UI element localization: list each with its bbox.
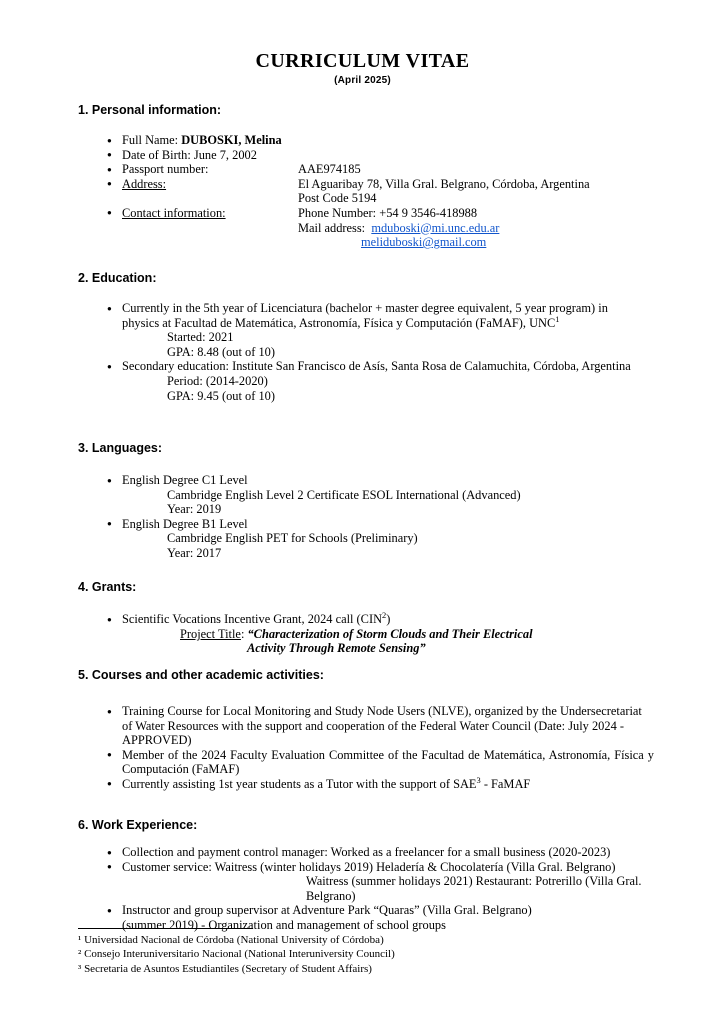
work-experience-list xyxy=(78,845,656,933)
courses-list-container xyxy=(78,704,654,792)
project-title-row xyxy=(122,627,648,642)
grants-list xyxy=(78,609,648,656)
list-item-english-c1 xyxy=(78,473,648,517)
contact-information-label: Contact information: xyxy=(122,205,226,220)
list-item-passport xyxy=(78,162,678,177)
date-of-birth-text: Date of Birth: June 7, 2002 xyxy=(122,147,257,162)
list-item-contact-information xyxy=(78,206,678,250)
secondary-gpa: GPA: 9.45 (out of 10) xyxy=(167,388,275,403)
passport-value: AAE974185 xyxy=(298,162,361,177)
list-item-address xyxy=(78,177,678,206)
section-personal-information xyxy=(78,103,221,117)
footnote-1-text: Universidad Nacional de Córdoba (National University of Córdoba) xyxy=(81,934,384,946)
customer-service-line-2: Waitress (summer holidays 2021) Restaurant: Potrerillo (Villa Gral. Belgrano) xyxy=(306,874,642,903)
collection-manager-text: Collection and payment control manager: Worked as a freelancer for a small business (2020-2023) xyxy=(122,845,611,859)
mail-address-row-secondary xyxy=(298,235,678,250)
full-name-label: Full Name: xyxy=(122,133,182,147)
grant-name-text: Scientific Vocations Incentive Grant, 2024 call (CIN xyxy=(122,612,383,626)
languages-list xyxy=(78,473,648,561)
mail-address-label: Mail address: xyxy=(298,220,366,235)
instructor-line-1: Instructor and group supervisor at Adventure Park “Quaras” (Villa Gral. Belgrano) xyxy=(122,903,532,918)
list-item-training-course xyxy=(78,704,654,748)
training-course-text: Training Course for Local Monitoring and Study Node Users (NLVE), organized by the Undersecretariat of Water Resources with the support and cooperation of the Federal Water Council (Date: July 2024 - APPROVED) xyxy=(122,704,642,748)
footnote-3 xyxy=(78,962,638,976)
english-b1-title: English Degree B1 Level xyxy=(122,516,248,531)
list-item-tutor xyxy=(78,774,654,792)
address-line-1: El Aguaribay 78, Villa Gral. Belgrano, Córdoba, Argentina xyxy=(298,176,590,191)
page-subtitle-date: (April 2025) xyxy=(334,75,391,86)
english-b1-year: Year: 2017 xyxy=(167,545,222,560)
mail-address-row xyxy=(298,221,678,236)
languages-list-container xyxy=(78,473,648,561)
footnote-2-marker: ² xyxy=(78,948,82,961)
personal-information-list-container xyxy=(78,133,678,250)
education-list xyxy=(78,301,648,403)
footnote-separator xyxy=(78,928,253,929)
email-link-university[interactable]: mduboski@mi.unc.edu.ar xyxy=(371,220,500,235)
work-experience-list-container xyxy=(78,845,656,933)
section-courses xyxy=(78,668,324,682)
footnote-2-text: Consejo Interuniversitario Nacional (National Interuniversity Council) xyxy=(81,948,395,961)
footnote-1-marker: ¹ xyxy=(78,934,82,946)
project-title-line-1: “Characterization of Storm Clouds and Their Electrical xyxy=(247,626,533,641)
instructor-line-2: (summer 2019) - Organization and management of school groups xyxy=(122,917,446,932)
footnote-2 xyxy=(78,947,638,961)
education-list-container xyxy=(78,301,648,403)
english-c1-year: Year: 2019 xyxy=(167,502,222,517)
list-item-secondary-education xyxy=(78,359,648,403)
footnote-3-marker: ³ xyxy=(78,962,82,975)
grant-name-close-paren: ) xyxy=(386,612,391,626)
address-line-2: Post Code 5194 xyxy=(298,191,377,206)
english-c1-certificate: Cambridge English Level 2 Certificate ESOL International (Advanced) xyxy=(167,487,521,502)
footnote-1 xyxy=(78,933,638,947)
personal-information-list xyxy=(78,133,678,250)
courses-list xyxy=(78,704,654,792)
customer-service-line-1: Customer service: Waitress (winter holidays 2019) Heladería & Chocolatería (Villa Gral. Belgrano) xyxy=(122,859,616,874)
english-c1-title: English Degree C1 Level xyxy=(122,473,248,487)
heading-grants: 4. Grants: xyxy=(78,580,137,594)
footnote-ref-2: 2 xyxy=(382,609,387,620)
footnote-ref-1: 1 xyxy=(555,313,560,324)
secondary-education-text: Secondary education: Institute San Francisco de Asís, Santa Rosa de Calamuchita, Córdoba, Argentina xyxy=(122,359,631,374)
heading-education: 2. Education: xyxy=(78,271,157,285)
heading-personal-information: 1. Personal information: xyxy=(78,103,222,117)
project-title-line-2: Activity Through Remote Sensing” xyxy=(247,641,426,656)
email-link-personal[interactable]: meliduboski@gmail.com xyxy=(361,235,487,250)
list-item-english-b1 xyxy=(78,517,648,561)
section-education xyxy=(78,271,156,285)
section-grants xyxy=(78,580,136,594)
university-gpa: GPA: 8.48 (out of 10) xyxy=(167,344,275,359)
phone-number-value: Phone Number: +54 9 3546-418988 xyxy=(298,205,478,220)
footnotes-block xyxy=(78,933,638,976)
grants-list-container xyxy=(78,609,648,656)
page-title: CURRICULUM VITAE xyxy=(255,50,470,72)
university-education-text: Currently in the 5th year of Licenciatura (bachelor + master degree equivalent, 5 year program) in physics at Facultad de Matemática, Astronomía, Física y Computación (FaMAF), UNC xyxy=(122,301,608,330)
heading-work-experience: 6. Work Experience: xyxy=(78,818,198,832)
section-languages xyxy=(78,441,162,455)
heading-courses: 5. Courses and other academic activities: xyxy=(78,668,324,682)
tutor-text-post: - FaMAF xyxy=(480,776,531,791)
list-item-faculty-committee xyxy=(78,748,654,777)
section-work-experience xyxy=(78,818,197,832)
passport-label: Passport number: xyxy=(122,162,209,177)
list-item-university-education xyxy=(78,301,648,359)
list-item-grant-cin xyxy=(78,609,648,656)
address-label: Address: xyxy=(122,176,167,191)
list-item-full-name xyxy=(78,133,678,148)
footnote-3-text: Secretaria de Asuntos Estudiantiles (Secretary of Student Affairs) xyxy=(81,962,372,975)
secondary-period: Period: (2014-2020) xyxy=(167,373,268,388)
project-title-colon: : xyxy=(240,626,248,641)
list-item-customer-service xyxy=(78,860,656,904)
faculty-committee-text: Member of the 2024 Faculty Evaluation Committee of the Facultad de Matemática, Astronomía, Física y Computación (FaMAF) xyxy=(122,747,654,777)
full-name-value: DUBOSKI, Melina xyxy=(181,133,282,147)
list-item-date-of-birth xyxy=(78,148,678,163)
heading-languages: 3. Languages: xyxy=(78,441,163,455)
project-title-label: Project Title xyxy=(180,626,241,641)
university-started: Started: 2021 xyxy=(167,330,234,345)
list-item-collection-manager xyxy=(78,845,656,860)
footnote-ref-3: 3 xyxy=(476,774,481,785)
english-b1-certificate: Cambridge English PET for Schools (Preliminary) xyxy=(167,531,418,546)
tutor-text-pre: Currently assisting 1st year students as a Tutor with the support of SAE xyxy=(122,776,477,791)
